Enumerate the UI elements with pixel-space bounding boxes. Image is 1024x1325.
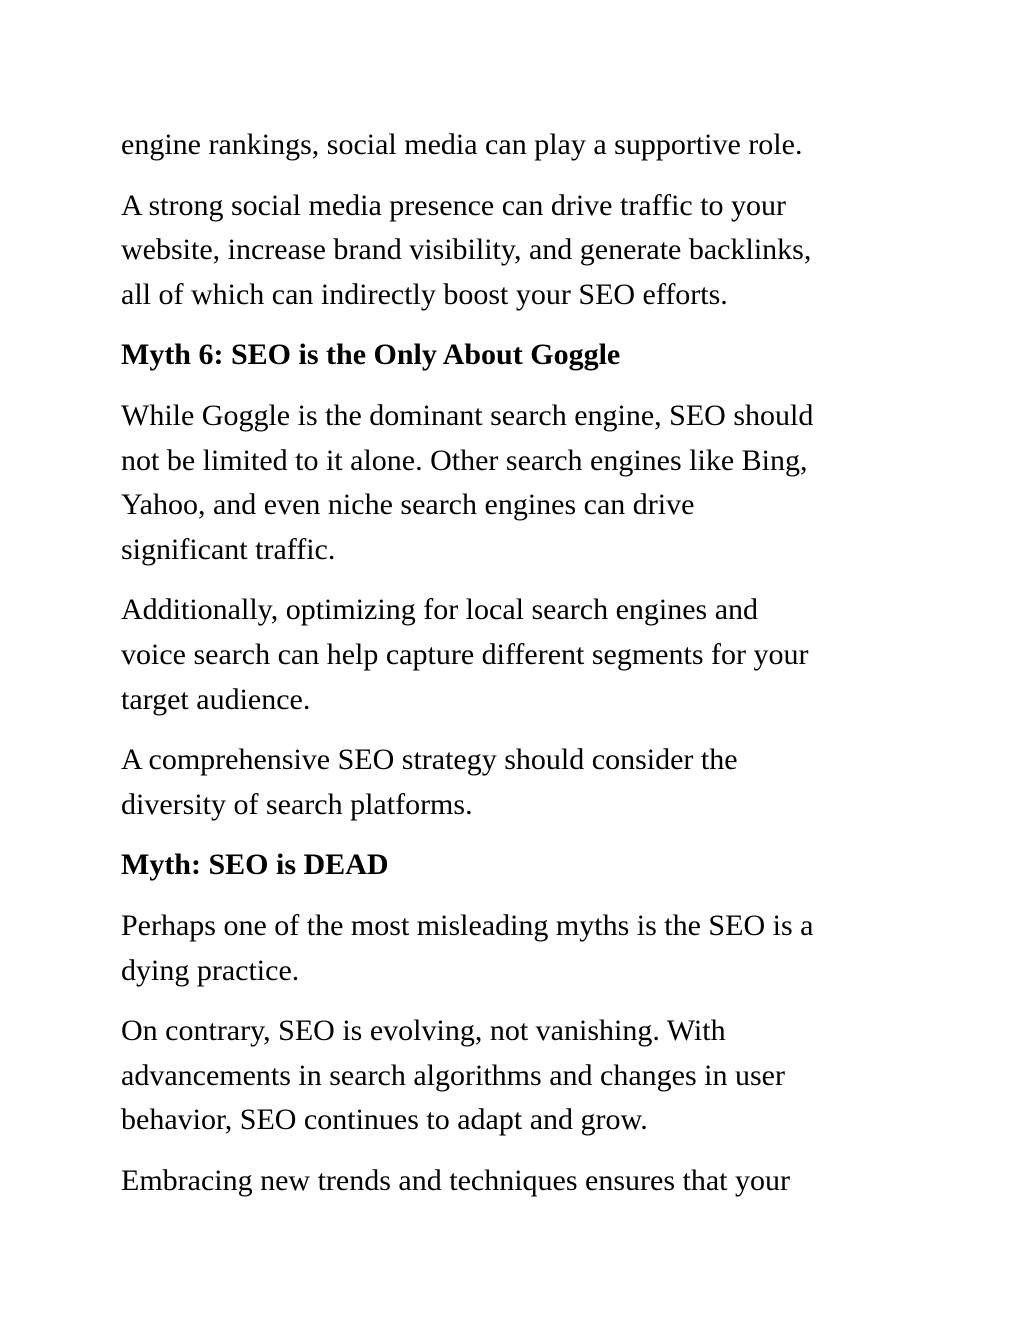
text-line: not be limited to it alone. Other search engines like Bing,	[121, 443, 808, 477]
paragraph-social-presence	[121, 184, 911, 318]
text-line: While Goggle is the dominant search engine, SEO should	[121, 398, 814, 432]
paragraph-embracing-trends	[121, 1159, 911, 1204]
text-line: Perhaps one of the most misleading myths is the SEO is a	[121, 908, 814, 942]
paragraph-social-role	[121, 123, 911, 168]
text-line: behavior, SEO continues to adapt and grow.	[121, 1103, 648, 1137]
paragraph-comprehensive-strategy	[121, 738, 911, 827]
text-line: dying practice.	[121, 953, 300, 987]
text-line: significant traffic.	[121, 532, 336, 566]
text-line: website, increase brand visibility, and generate backlinks,	[121, 233, 812, 267]
text-line: On contrary, SEO is evolving, not vanishing. With	[121, 1014, 726, 1048]
paragraph-misleading-myth	[121, 904, 911, 993]
text-line: A comprehensive SEO strategy should consider the	[121, 743, 738, 777]
document-body	[121, 123, 911, 1219]
paragraph-seo-evolving	[121, 1009, 911, 1143]
heading-text: Myth 6: SEO is the Only About Goggle	[121, 338, 621, 372]
text-line: target audience.	[121, 682, 311, 716]
paragraph-goggle-dominant	[121, 394, 911, 572]
text-line: all of which can indirectly boost your SEO efforts.	[121, 277, 728, 311]
text-line: A strong social media presence can drive traffic to your	[121, 188, 787, 222]
text-line: Additionally, optimizing for local search engines and	[121, 593, 759, 627]
heading-myth-6	[121, 333, 911, 378]
text-line: voice search can help capture different segments for your	[121, 637, 809, 671]
text-line: Yahoo, and even niche search engines can drive	[121, 488, 695, 522]
text-line: engine rankings, social media can play a supportive role.	[121, 128, 803, 161]
paragraph-local-voice-search	[121, 588, 911, 722]
heading-text: Myth: SEO is DEAD	[121, 848, 389, 882]
text-line: advancements in search algorithms and changes in user	[121, 1058, 785, 1092]
heading-myth-seo-dead	[121, 843, 911, 888]
text-line: Embracing new trends and techniques ensures that your	[121, 1163, 790, 1197]
text-line: diversity of search platforms.	[121, 787, 473, 821]
